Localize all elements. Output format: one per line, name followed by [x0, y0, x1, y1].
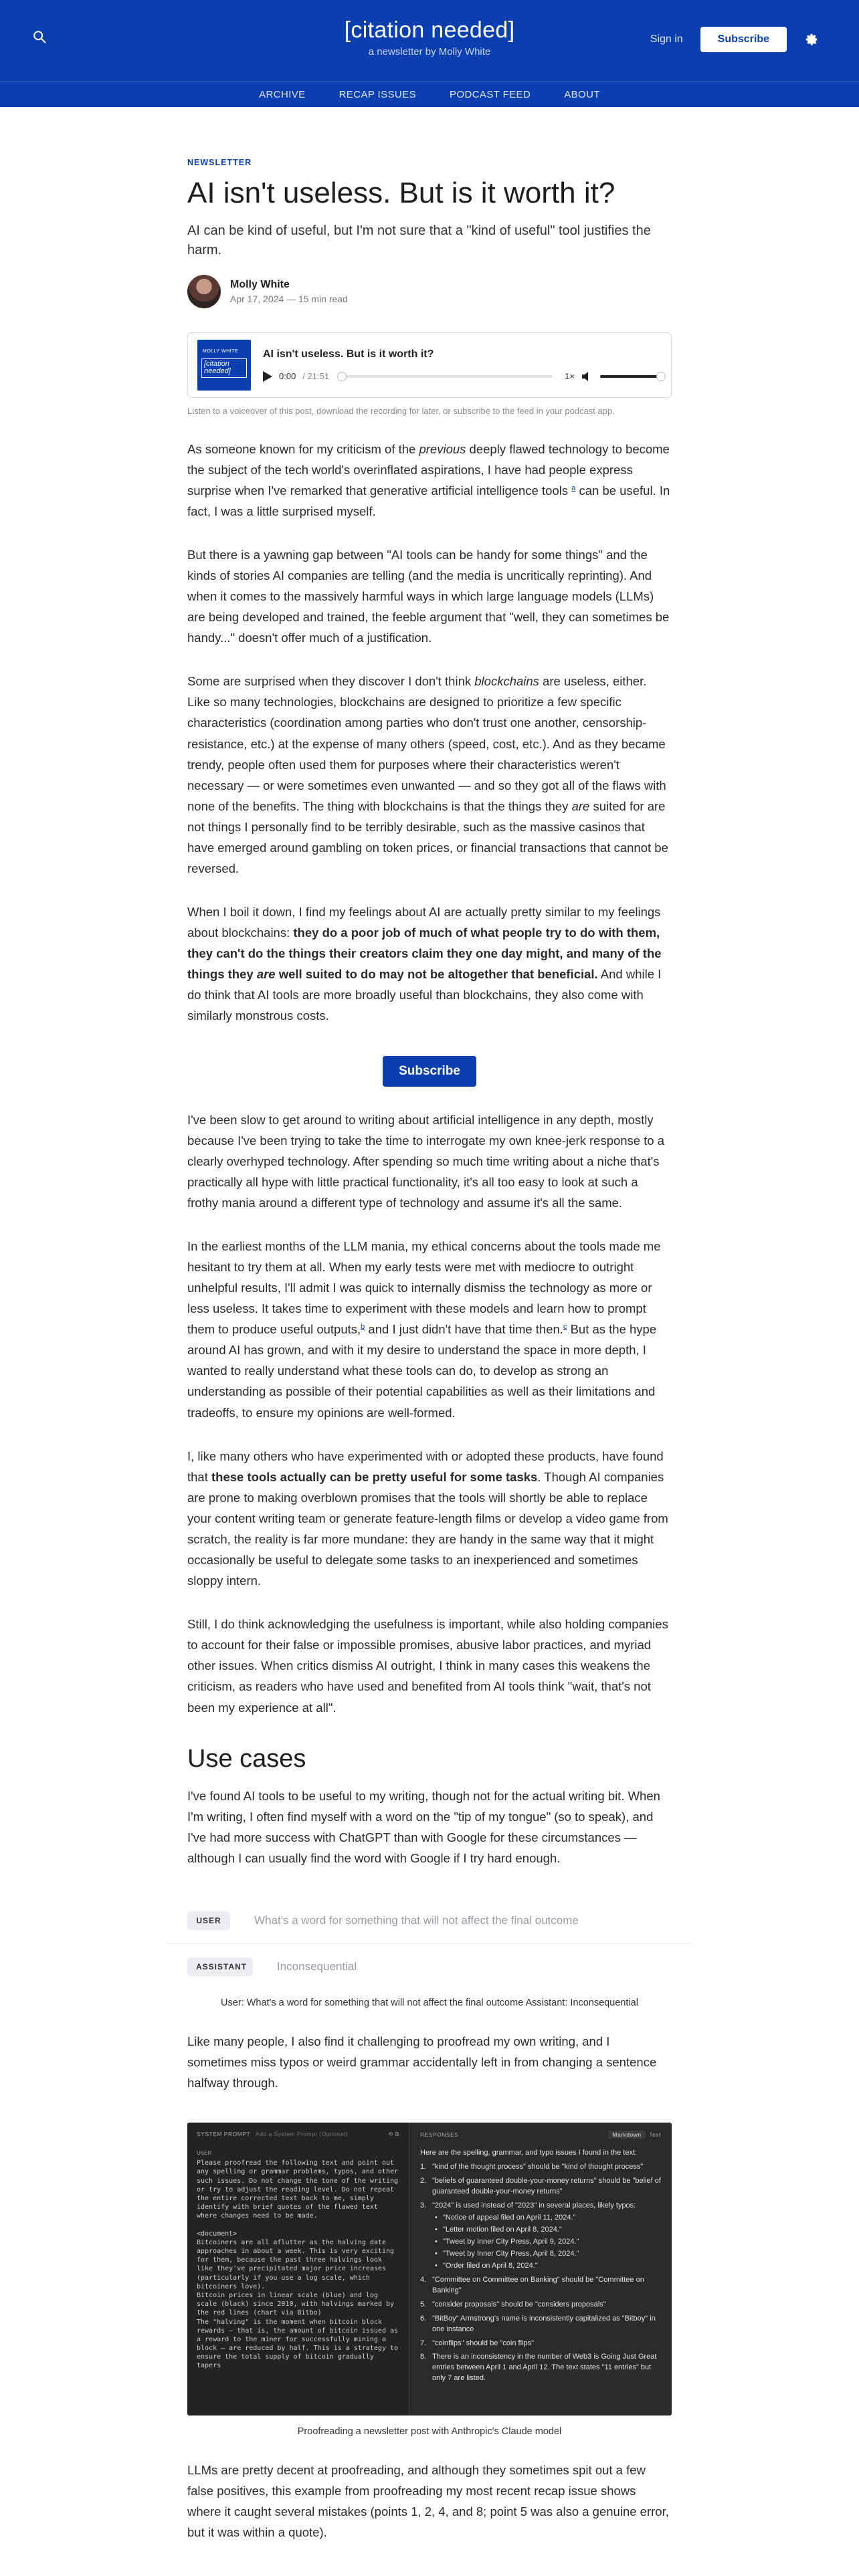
response-item: 7. "coinflips" should be "coin flips" — [420, 2339, 534, 2347]
response-subitem: • "Tweet by Inner City Press, April 9, 2024." — [420, 2237, 661, 2248]
prompt-user-label: USER — [197, 2150, 212, 2157]
paragraph: In the earliest months of the LLM mania, my ethical concerns about the tools made me hesitant to try them at all. When my early tests were met with mediocre to outright unhelpful results, I'll admit I was quick to internally dismiss the technology as more or less useless. It takes time to experiment with these models and learn how to prompt them to produce useful outputs,$^b$ and I just didn't have that time then.$^c$ But as the hype around AI has grown, and with it my desire to understand the space in more depth, I wanted to really understand what these tools can do, to develop as strong an understanding as possible of their potential capabilities as well as their limitations and tradeoffs, to ensure my opinions are well-formed. — [187, 1239, 661, 1420]
player-duration: / 21:51 — [302, 371, 330, 382]
main-nav — [0, 82, 859, 107]
response-item: 3. "2024" is used instead of "2023" in several places, likely typos: — [420, 2202, 636, 2210]
response-list — [420, 2162, 661, 2384]
volume-handle[interactable] — [656, 372, 666, 381]
article-meta: Apr 17, 2024 — 15 min read — [230, 293, 348, 304]
nav-about[interactable]: ABOUT — [564, 89, 600, 100]
chat-row-user — [167, 1898, 692, 1944]
figure-caption: Proofreading a newsletter post with Anthropic's Claude model — [297, 2426, 562, 2438]
footnote-link[interactable]: a — [571, 484, 576, 492]
prompt-text: Please proofread the following text and point out any spelling or grammar problems, typos, and other such issues. Do not change the tone of the writing or try to adjust the reading level. Do not repeat the entire corrected text back to me, simply identify with brief quotes of the flawed text where changes need to be made. <document> Bitcoiners are all aflutter as the halving date approaches in about a week. This is very exciting for them, because the past three halvings look like they've precipitated major price increases (particularly if you use a log scale, which bitcoiners love). Bitcoin prices in linear scale (blue) and log scale (black) since 2010, with halvings marked by the red lines (chart via Bitbo) The "halving" is the moment when bitcoin block rewards — that is, the amount of bitcoin issued as a reward to the miner for successfully mining a block — are reduced by half. This is a strategy to ensure the total supply of bitcoin gradually tapers — [197, 2159, 399, 2370]
paragraph: When I boil it down, I find my feelings about AI are actually pretty similar to my feelings about blockchains: they do a poor job of much of what people try to do with them, they can't do the things their creators claim they one day might, and many of the things they are well suited to do may not be altogether that beneficial. And while I do think that AI tools are more broadly useful than blockchains, they also come with similarly monstrous costs. — [187, 905, 662, 1023]
article — [187, 107, 672, 2543]
chat-row-assistant — [167, 1944, 692, 1990]
header-subscribe-button[interactable]: Subscribe — [700, 27, 787, 52]
site-subtitle: a newsletter by Molly White — [368, 46, 491, 58]
subscribe-button[interactable]: Subscribe — [383, 1056, 476, 1087]
site-title[interactable]: [citation needed] — [344, 17, 515, 43]
play-icon[interactable] — [263, 371, 272, 382]
byline — [187, 275, 672, 308]
player-seek-bar[interactable] — [341, 375, 553, 378]
paragraph: Some are surprised when they discover I don't think blockchains are useless, either. Like so many technologies, blockchains are designed to prioritize a few specific characteristics (coordination among parties who don't trust one another, censorship-resistance, etc.) at the expense of many others (speed, cost, etc.). And as they became trendy, people often used them for purposes where their characteristics weren't necessary — or were sometimes even unwanted — and so they got all of the flaws with none of the benefits. The thing with blockchains is that the things they are suited for are not things I personally find to be terribly desirable, such as the massive casinos that have emerged around gambling on token prices, or financial transactions that cannot be reversed. — [187, 674, 668, 875]
signin-link[interactable]: Sign in — [650, 33, 683, 45]
response-subitem: • "Order filed on April 8, 2024." — [420, 2261, 661, 2272]
volume-slider[interactable] — [600, 375, 662, 378]
player-caption: Listen to a voiceover of this post, download the recording for later, or subscribe to the feed in your podcast app. — [187, 405, 615, 416]
paragraph: Like many people, I also find it challenging to proofread my own writing, and I sometimes miss typos or weird grammar accidentally left in from changing a sentence halfway through. — [187, 2034, 657, 2090]
audio-player — [187, 332, 672, 398]
responses-pane: RESPONSES Markdown Text Here are the spelling, grammar, and typo issues I found in the text: 1. "kind of the thought process" should be "kind of thought process" 2. "beliefs of guaranteed double-your-money returns" should be "belief of guaranteed double-your-money returns" 3. "2024" is used instead of "2023" in several places, likely typos: • "Notice of appeal filed on April 11, 2024." • "Letter motion filed on April 8, 2024." • "Tweet by Inner City Press, April 9, 2024." • "Tweet by Inner City Press, April 8, 2024." • "Order filed on April 8, 2024." 4. "Committee on Committee on Banking" should be "Committee on Banking" 5. "consider proposals" should be "considers proposals" 6. "BitBoy" Armstrong's name is inconsistently capitalized as "Bitboy" in one instance 7. "coinflips" should be "coin flips" 8. There is an inconsistency in the number of Web3 is Going Just Great entries between April 1 and April 12. The text states "11 entries" but only 7 are listed. — [409, 2123, 672, 2416]
paragraph: I, like many others who have experimented with or adopted these products, have found that these tools actually can be pretty useful for some tasks. Though AI companies are prone to making overblown promises that the tools will shortly be able to replace your content writing team or generate feature-length films or develop a video game from scratch, the reality is far more mundane: they are handy in the same way that it might occasionally be useful to delegate some tasks to an inexperienced and sometimes sloppy intern. — [187, 1448, 668, 1588]
podcast-cover — [197, 340, 251, 391]
chat-user-text: What's a word for something that will not affect the final outcome — [254, 1913, 579, 1927]
paragraph: I've found AI tools to be useful to my writing, though not for the actual writing bit. When I'm writing, I often find myself with a word on the "tip of my tongue" (so to speak), and I've had more success with ChatGPT than with Google for these circumstances — although I can usually find the word with Google if I try hard enough. — [187, 1788, 660, 1865]
role-badge-user: USER — [187, 1911, 230, 1930]
response-item: 2. "beliefs of guaranteed double-your-money returns" should be "belief of guaranteed double-your-money returns" — [420, 2177, 661, 2196]
pane-icons: ⟲ ⧉ — [387, 2131, 399, 2138]
response-item: 8. There is an inconsistency in the number of Web3 is Going Just Great entries between April 1 and April 12. The text states "11 entries" but only 7 are listed. — [420, 2353, 657, 2383]
system-prompt-pane: SYSTEM PROMPT Add a System Prompt (Optional) ⟲ ⧉ USER Please proofread the following text and point out any spelling or grammar problems, typos, and other such issues. Do not change the tone of the writing or try to adjust the reading level. Do not repeat the entire corrected text back to me, simply identify with brief quotes of the flawed text where changes need to be made. <document> Bitcoiners are all aflutter as the halving date approaches in about a week. This is very exciting for them, because the past three halvings look like they've precipitated major price increases (particularly if you use a log scale, which bitcoiners love). Bitcoin prices in linear scale (blue) and log scale (black) since 2010, with halvings marked by the red lines (chart via Bitbo) The "halving" is the moment when bitcoin block rewards — that is, the amount of bitcoin issued as a reward to the miner for successfully mining a block — are reduced by half. This is a strategy to ensure the total supply of bitcoin gradually tapers — [187, 2123, 409, 2416]
chat-assistant-text: Inconsequential — [277, 1959, 357, 1973]
response-subitem: • "Letter motion filed on April 8, 2024." — [420, 2225, 661, 2236]
article-title: AI isn't useless. But is it worth it? — [187, 177, 615, 209]
header-actions — [650, 27, 819, 52]
section-heading: Use cases — [187, 1744, 306, 1773]
nav-podcast-feed[interactable]: PODCAST FEED — [449, 89, 531, 100]
claude-screenshot — [187, 2123, 672, 2416]
avatar[interactable] — [187, 275, 221, 308]
response-subitem: • "Notice of appeal filed on April 11, 2024." — [420, 2213, 661, 2224]
response-intro: Here are the spelling, grammar, and typo issues I found in the text: — [420, 2149, 638, 2157]
response-item: 5. "consider proposals" should be "considers proposals" — [420, 2300, 606, 2309]
seek-handle[interactable] — [337, 372, 347, 381]
author-name[interactable]: Molly White — [230, 278, 290, 290]
paragraph: As someone known for my criticism of the previous deeply flawed technology to become the subject of the tech world's overinflated aspirations, I have had people express surprise when I've remarked that generative artificial intelligence tools $^a$ can be useful. In fact, I was a little surprised myself. — [187, 441, 670, 518]
playback-speed[interactable]: 1× — [565, 371, 575, 382]
footnote-link[interactable]: c — [563, 1323, 567, 1331]
response-item: 1. "kind of the thought process" should be "kind of thought process" — [420, 2163, 644, 2171]
role-badge-assistant: ASSISTANT — [187, 1957, 253, 1976]
footnote-link[interactable]: b — [361, 1323, 365, 1331]
chat-caption: User: What's a word for something that will not affect the final outcome Assistant: Inconsequential — [221, 1997, 638, 2008]
article-subtitle: AI can be kind of useful, but I'm not sure that a "kind of useful" tool justifies the harm. — [187, 223, 651, 257]
volume-icon[interactable] — [581, 371, 593, 382]
paragraph: Still, I do think acknowledging the usefulness is important, while also holding companies to account for their false or impossible promises, abusive labor practices, and myriad other issues. When critics dismiss AI outright, I think in many cases this weakens the criticism, as readers who have used and benefited from AI tools think "wait, that's not been my experience at all". — [187, 1617, 668, 1715]
article-tag[interactable]: NEWSLETTER — [187, 158, 252, 167]
chat-example — [167, 1898, 692, 1990]
gear-icon[interactable] — [804, 32, 819, 47]
player-title: AI isn't useless. But is it worth it? — [263, 348, 434, 360]
paragraph: I've been slow to get around to writing about artificial intelligence in any depth, mostly because I've been trying to take the time to interrogate my own knee-jerk response to a clearly overhyped technology. After spending so much time writing about a niche that's practically all hype with little practical functionality, it's all too easy to look at such a frothy mania around a different type of technology and assume it's all the same. — [187, 1112, 665, 1210]
response-item: 4. "Committee on Committee on Banking" should be "Committee on Banking" — [420, 2275, 644, 2294]
paragraph: LLMs are pretty decent at proofreading, and although they sometimes spit out a few false positives, this example from proofreading my most recent recap issue shows where it caught several mistakes (points 1, 2, 4, and 8; point 5 was also a genuine error, but it was within a quote). — [187, 2463, 669, 2540]
response-subitem: • "Tweet by Inner City Press, April 8, 2024." — [420, 2249, 661, 2260]
site-header — [0, 0, 859, 107]
nav-archive[interactable]: ARCHIVE — [259, 89, 306, 100]
player-current-time: 0:00 — [279, 371, 296, 382]
response-item: 6. "BitBoy" Armstrong's name is inconsistently capitalized as "Bitboy" in one instance — [420, 2314, 656, 2333]
nav-recap-issues[interactable]: RECAP ISSUES — [339, 89, 416, 100]
cover-author: MOLLY WHITE — [203, 348, 239, 354]
cover-title: [citation needed] — [201, 358, 247, 378]
paragraph: But there is a yawning gap between "AI tools can be handy for some things" and the kinds of stories AI companies are telling (and the media is uncritically reprinting). And when it comes to the massively harmful ways in which large language models (LLMs) are being developed and trained, the feeble argument that "well, they can sometimes be handy..." doesn't offer much of a justification. — [187, 547, 670, 645]
